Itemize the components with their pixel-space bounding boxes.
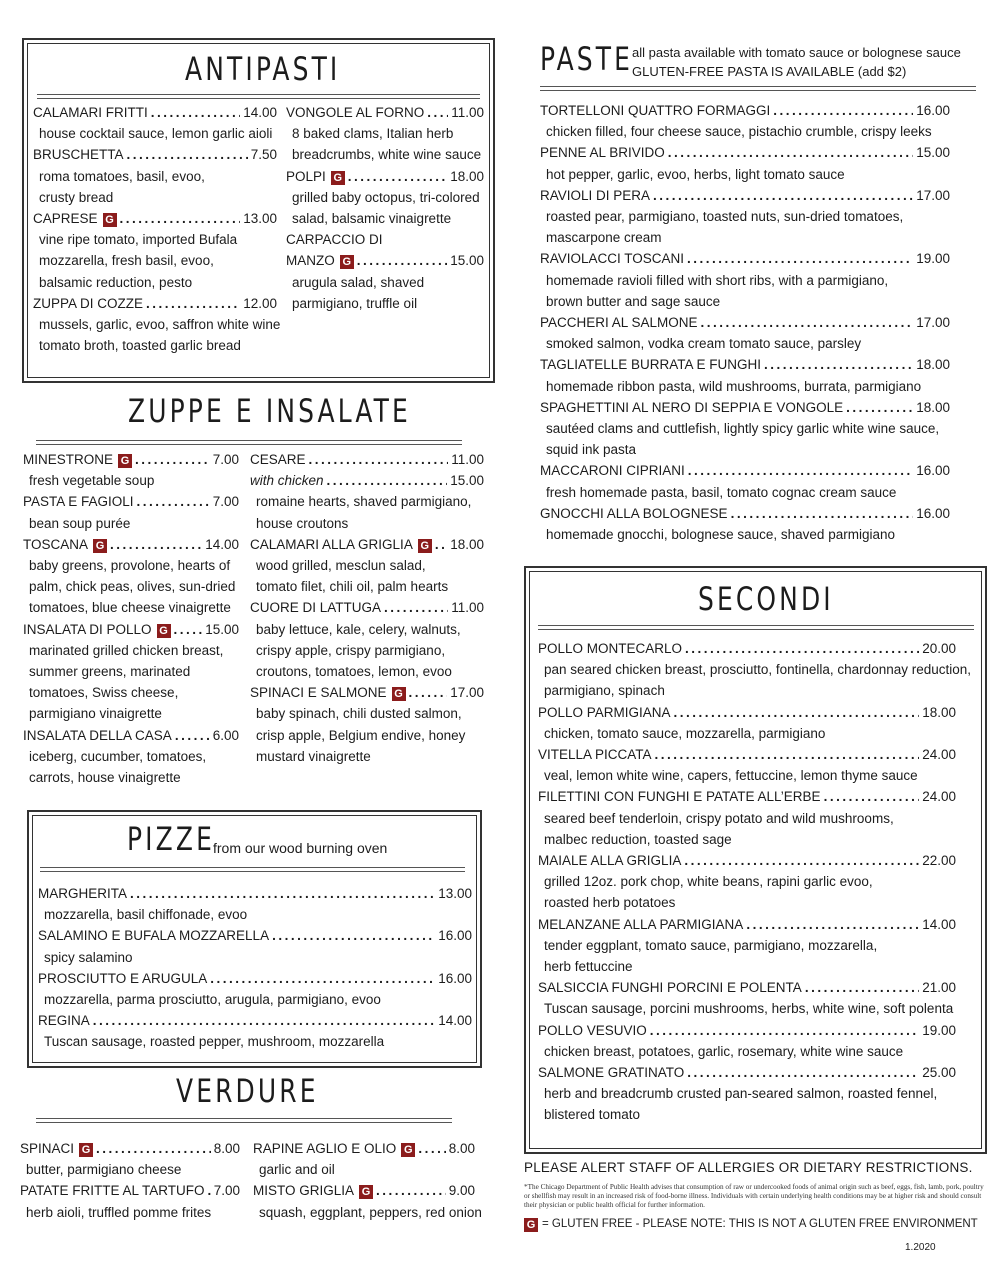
pizze-subtitle: from our wood burning oven (213, 840, 388, 856)
menu-item-name: SALMONE GRATINATO (538, 1064, 685, 1080)
menu-item-description: hot pepper, garlic, evoo, herbs, light tomato sauce (546, 166, 845, 182)
menu-item (23, 619, 239, 640)
menu-item-name: RAVIOLI DI PERA (540, 187, 651, 203)
menu-item (286, 166, 484, 187)
menu-item (23, 725, 239, 746)
gluten-free-legend (524, 1218, 978, 1232)
menu-item-price: 18.00 (450, 168, 484, 184)
menu-item-price: 15.00 (916, 145, 950, 161)
menu-item-description: chicken filled, four cheese sauce, pistachio crumble, crispy leeks (546, 124, 932, 140)
menu-item-price: 18.00 (922, 704, 956, 720)
menu-item-name: CALAMARI ALLA GRIGLIA (250, 536, 413, 552)
menu-item-description: Tuscan sausage, porcini mushrooms, herbs, white wine, soft polenta (544, 1001, 954, 1017)
dot-leader (376, 1180, 446, 1201)
menu-item-description: veal, lemon white wine, capers, fettuccine, lemon thyme sauce (544, 768, 918, 784)
menu-item-description: sautéed clams and cuttlefish, lightly spicy garlic white wine sauce, (546, 420, 940, 436)
menu-item-name: INSALATA DI POLLO (23, 621, 152, 637)
dot-leader (135, 449, 210, 470)
gluten-free-icon: G (340, 255, 354, 269)
menu-item-description: mozzarella, fresh basil, evoo, (39, 253, 214, 269)
menu-item-description: smoked salmon, vodka cream tomato sauce, parsley (546, 336, 862, 352)
menu-item-description: iceberg, cucumber, tomatoes, (29, 748, 207, 764)
menu-item-name: MARGHERITA (38, 886, 128, 901)
menu-item-name: GNOCCHI ALLA BOLOGNESE (540, 505, 728, 521)
menu-item-description: 8 baked clams, Italian herb (292, 126, 454, 142)
menu-item-description: wood grilled, mesclun salad, (256, 557, 426, 573)
menu-item-price: 16.00 (916, 103, 950, 118)
menu-item-name: SALAMINO E BUFALA MOZZARELLA (38, 928, 270, 944)
menu-date: 1.2020 (905, 1242, 936, 1253)
menu-item-description: grilled baby octopus, tri-colored (292, 189, 480, 205)
menu-item-name: ZUPPA DI COZZE (33, 295, 144, 311)
secondi-rule (538, 625, 974, 630)
dot-leader (805, 977, 919, 998)
menu-item-name: PENNE AL BRIVIDO (540, 145, 665, 161)
menu-item-name: MELANZANE ALLA PARMIGIANA (538, 916, 744, 932)
menu-item-description: squash, eggplant, peppers, red onion (259, 1204, 482, 1220)
menu-item (538, 850, 956, 871)
menu-item-description: baby spinach, chili dusted salmon, (256, 706, 462, 722)
menu-item (253, 1138, 475, 1159)
menu-item-description: parmigiano, spinach (544, 683, 665, 699)
menu-item-name: PATATE FRITTE AL TARTUFO (20, 1183, 205, 1199)
dot-leader (824, 786, 920, 807)
menu-item-name: SPINACI E SALMONE (250, 685, 387, 701)
dot-leader (137, 491, 210, 512)
menu-item-name: PACCHERI AL SALMONE (540, 314, 698, 330)
menu-item-price: 22.00 (922, 852, 956, 868)
menu-item-name: REGINA (38, 1013, 90, 1029)
menu-item-description: roma tomatoes, basil, evoo, (39, 168, 205, 184)
menu-item-description: salad, balsamic vinaigrette (292, 210, 452, 226)
menu-item-price: 17.00 (916, 187, 950, 203)
menu-item-description: seared beef tenderloin, crispy potato and wild mushrooms, (544, 810, 894, 826)
antipasti-right-column (286, 102, 484, 314)
paste-subtitle-sauce: all pasta available with tomato sauce or bolognese sauce (632, 45, 961, 60)
menu-item-description: carrots, house vinaigrette (29, 769, 181, 785)
menu-item-description: marinated grilled chicken breast, (29, 642, 224, 658)
gluten-free-badge-icon: G (524, 1218, 538, 1232)
menu-item-price: 14.00 (922, 916, 956, 932)
dot-leader (687, 248, 913, 269)
menu-item (250, 597, 484, 618)
menu-item-description: mozzarella, basil chiffonade, evoo (44, 907, 248, 923)
antipasti-left-column (33, 102, 281, 356)
menu-item-description: chicken, tomato sauce, mozzarella, parmigiano (544, 725, 826, 741)
dot-leader (684, 850, 919, 871)
gluten-free-legend-text: = GLUTEN FREE - PLEASE NOTE: THIS IS NOT A GLUTEN FREE ENVIRONMENT (542, 1218, 978, 1230)
dot-leader (327, 470, 448, 491)
dot-leader (175, 725, 210, 746)
menu-item-price: 18.00 (450, 536, 484, 552)
menu-item-price: 25.00 (922, 1064, 956, 1080)
menu-item-price: 18.00 (916, 399, 950, 415)
menu-item-description: house cocktail sauce, lemon garlic aioli (39, 126, 273, 142)
menu-item-description: mussels, garlic, evoo, saffron white wine (39, 316, 281, 332)
dot-leader (773, 100, 913, 121)
menu-item (540, 100, 950, 121)
menu-item-description: summer greens, marinated (29, 663, 191, 679)
menu-item-description: Tuscan sausage, roasted pepper, mushroom, mozzarella (44, 1034, 385, 1050)
menu-item-description: grilled 12oz. pork chop, white beans, rapini garlic evoo, (544, 874, 873, 890)
gluten-free-icon: G (79, 1143, 93, 1157)
menu-item-name: MACCARONI CIPRIANI (540, 463, 685, 479)
gluten-free-icon: G (157, 624, 171, 638)
menu-item-description: fresh vegetable soup (29, 473, 155, 489)
menu-item-description: butter, parmigiano cheese (26, 1162, 182, 1178)
menu-item-description: homemade ravioli filled with short ribs, with a parmigiano, (546, 272, 889, 288)
dot-leader (127, 144, 248, 165)
dot-leader (110, 534, 202, 555)
menu-item-description: blistered tomato (544, 1107, 641, 1123)
menu-item-name: FILETTINI CON FUNGHI E PATATE ALL’ERBE (538, 789, 821, 805)
dot-leader (309, 449, 449, 470)
menu-item-description: parmigiano, truffle oil (292, 295, 418, 311)
menu-item (538, 914, 956, 935)
menu-item-price: 16.00 (438, 928, 472, 944)
dot-leader (688, 460, 913, 481)
menu-item-price: 12.00 (243, 295, 277, 311)
dot-leader (146, 293, 240, 314)
menu-item-price: 9.00 (448, 1183, 475, 1199)
menu-item (540, 460, 950, 481)
menu-item-name: MISTO GRIGLIA (253, 1183, 355, 1199)
menu-item-name: POLLO MONTECARLO (538, 641, 683, 656)
gluten-free-icon: G (418, 539, 432, 553)
menu-item (538, 638, 956, 659)
menu-item-name: VONGOLE AL FORNO (286, 105, 425, 120)
menu-item-price: 17.00 (916, 314, 950, 330)
menu-item (540, 312, 950, 333)
menu-item-description: tomatoes, blue cheese vinaigrette (29, 600, 231, 616)
menu-item (540, 248, 950, 269)
dot-leader (674, 702, 920, 723)
menu-item-name: TAGLIATELLE BURRATA E FUNGHI (540, 357, 762, 373)
dot-leader (701, 312, 914, 333)
menu-item (23, 534, 239, 555)
menu-item-price: 14.00 (243, 105, 277, 120)
menu-item-description: croutons, tomatoes, lemon, evoo (256, 663, 452, 679)
menu-item-price: 18.00 (916, 357, 950, 373)
dot-leader (120, 208, 241, 229)
menu-item (540, 142, 950, 163)
menu-item-price: 14.00 (438, 1013, 472, 1029)
pizze-rule (40, 867, 465, 872)
menu-item-description: tender eggplant, tomato sauce, parmigiano, mozzarella, (544, 937, 878, 953)
menu-item-description: arugula salad, shaved (292, 274, 425, 290)
menu-item-name: POLLO PARMIGIANA (538, 704, 671, 720)
menu-item-price: 7.00 (213, 1183, 240, 1199)
menu-item-description: romaine hearts, shaved parmigiano, (256, 494, 472, 510)
antipasti-title: ANTIPASTI (185, 50, 341, 88)
menu-item-price: 15.00 (205, 621, 239, 637)
menu-item (250, 534, 484, 555)
menu-item-name: SALSICCIA FUNGHI PORCINI E POLENTA (538, 980, 802, 996)
dot-leader (151, 102, 240, 123)
menu-item-price: 14.00 (205, 536, 239, 552)
menu-item-price: 16.00 (438, 970, 472, 986)
menu-item-name: RAPINE AGLIO E OLIO (253, 1141, 397, 1156)
verdure-left-column (20, 1138, 240, 1223)
verdure-title: VERDURE (176, 1072, 319, 1110)
menu-item (38, 925, 472, 946)
menu-item-price: 20.00 (922, 641, 956, 656)
menu-item-price: 13.00 (438, 886, 472, 901)
dot-leader (764, 354, 913, 375)
menu-item-description: vine ripe tomato, imported Bufala (39, 232, 238, 248)
gluten-free-icon: G (93, 539, 107, 553)
dot-leader (210, 968, 435, 989)
menu-item-description: fresh homemade pasta, basil, tomato cognac cream sauce (546, 484, 897, 500)
menu-item-description: roasted pear, parmigiano, toasted nuts, sun-dried tomatoes, (546, 208, 904, 224)
menu-item (33, 293, 277, 314)
menu-item-description: mozzarella, parma prosciutto, arugula, parmigiano, evoo (44, 991, 381, 1007)
menu-item-description: tomatoes, Swiss cheese, (29, 685, 179, 701)
menu-item-price: 16.00 (916, 463, 950, 479)
menu-item-description: baby lettuce, kale, celery, walnuts, (256, 621, 461, 637)
dot-leader (93, 1010, 435, 1031)
menu-item-name: with chicken (250, 473, 324, 489)
menu-item-price: 15.00 (450, 473, 484, 489)
menu-item-description: mascarpone cream (546, 230, 662, 246)
menu-item-description: garlic and oil (259, 1162, 335, 1178)
dot-leader (427, 102, 448, 123)
secondi-list (538, 638, 972, 1126)
menu-item-name: INSALATA DELLA CASA (23, 727, 172, 743)
allergy-alert: PLEASE ALERT STAFF OF ALLERGIES OR DIETARY RESTRICTIONS. (524, 1160, 973, 1175)
menu-item-name: TOSCANA (23, 536, 89, 552)
menu-item-name: CARPACCIO DI (286, 232, 383, 248)
menu-item (20, 1180, 240, 1201)
dot-leader (357, 250, 447, 271)
menu-item (540, 397, 950, 418)
menu-item-description: breadcrumbs, white wine sauce (292, 147, 482, 163)
menu-item-name: MAIALE ALLA GRIGLIA (538, 852, 682, 868)
menu-item-description: crispy apple, crispy parmigiano, (256, 642, 446, 658)
menu-item-price: 8.00 (448, 1141, 475, 1156)
dot-leader (653, 185, 913, 206)
menu-item-price: 24.00 (922, 789, 956, 805)
menu-item-price: 24.00 (922, 746, 956, 762)
secondi-title: SECONDI (698, 580, 834, 618)
menu-item-name: POLLO VESUVIO (538, 1022, 647, 1038)
menu-item (538, 786, 956, 807)
menu-item-description: roasted herb potatoes (544, 895, 676, 911)
dot-leader (846, 397, 913, 418)
menu-item (538, 702, 956, 723)
dot-leader (668, 142, 913, 163)
antipasti-rule (37, 94, 480, 99)
dot-leader (687, 1062, 919, 1083)
menu-item-description: brown butter and sage sauce (546, 293, 721, 309)
menu-item (23, 449, 239, 470)
menu-item-description: bean soup purée (29, 515, 131, 531)
menu-item (540, 354, 950, 375)
menu-item-price: 8.00 (213, 1141, 240, 1156)
health-advisory-note: *The Chicago Department of Public Health advises that consumption of raw or undercooked foods of animal origin such as beef, eggs, fish, lamb, pork, poultry or shellfish may result in an increased risk of food-borne illness. Individuals with certain underlying health conditions may be at higher risk and should consult their physician or public health official for further information. (524, 1183, 984, 1209)
menu-item (33, 144, 277, 165)
menu-item-description: tomato broth, toasted garlic bread (39, 338, 241, 354)
menu-item-price: 19.00 (916, 251, 950, 267)
zuppe-rule (36, 440, 462, 445)
dot-leader (409, 682, 448, 703)
menu-item-price: 16.00 (916, 505, 950, 521)
menu-item-price: 11.00 (451, 452, 484, 467)
menu-item-price: 21.00 (922, 980, 956, 996)
menu-item-description: herb and breadcrumb crusted pan-seared salmon, roasted fennel, (544, 1086, 938, 1102)
menu-item-name: PASTA E FAGIOLI (23, 494, 134, 510)
menu-item-price: 15.00 (450, 253, 484, 269)
pizze-title: PIZZE (127, 820, 215, 858)
menu-item-description: parmigiano vinaigrette (29, 706, 162, 722)
gluten-free-icon: G (359, 1185, 373, 1199)
menu-item (286, 229, 484, 250)
menu-item-price: 6.00 (212, 727, 239, 743)
menu-item-name: RAVIOLACCI TOSCANI (540, 251, 685, 267)
dot-leader (348, 166, 447, 187)
menu-item-name: PROSCIUTTO E ARUGULA (38, 970, 208, 986)
menu-item-name: MANZO (286, 253, 335, 269)
menu-item-description: tomato filet, chili oil, palm hearts (256, 579, 449, 595)
menu-item-description: herb aioli, truffled pomme frites (26, 1204, 212, 1220)
menu-item-price: 11.00 (451, 600, 484, 616)
menu-item-name: VITELLA PICCATA (538, 746, 652, 762)
menu-item (286, 102, 484, 123)
menu-item-name: BRUSCHETTA (33, 147, 124, 163)
menu-item-name: CALAMARI FRITTI (33, 105, 148, 120)
zuppe-right-column (250, 449, 484, 767)
pizze-list (38, 883, 472, 1053)
paste-title: PASTE (540, 40, 633, 78)
menu-item-name: POLPI (286, 168, 326, 184)
menu-item-price: 17.00 (450, 685, 484, 701)
menu-item-description: crisp apple, Belgium endive, honey (256, 727, 466, 743)
menu-item-name: CESARE (250, 452, 306, 467)
paste-subtitle-gluten-free: GLUTEN-FREE PASTA IS AVAILABLE (add $2) (632, 64, 907, 79)
dot-leader (731, 503, 914, 524)
verdure-right-column (253, 1138, 482, 1223)
menu-item-description: homemade gnocchi, bolognese sauce, shaved parmigiano (546, 526, 895, 542)
dot-leader (746, 914, 919, 935)
gluten-free-icon: G (331, 171, 345, 185)
menu-item-description: crusty bread (39, 189, 114, 205)
menu-item-price: 13.00 (243, 210, 277, 226)
menu-item-name: CUORE DI LATTUGA (250, 600, 382, 616)
dot-leader (96, 1138, 211, 1159)
menu-item-description: balsamic reduction, pesto (39, 274, 193, 290)
menu-item (538, 1062, 956, 1083)
menu-item (23, 491, 239, 512)
verdure-rule (36, 1118, 452, 1123)
menu-item-description: pan seared chicken breast, prosciutto, fontinella, chardonnay reduction, (544, 662, 972, 678)
menu-item (250, 449, 484, 470)
menu-item-name: CAPRESE (33, 210, 98, 226)
menu-item-price: 7.00 (212, 452, 239, 467)
menu-item (38, 968, 472, 989)
gluten-free-icon: G (401, 1143, 415, 1157)
menu-item (538, 744, 956, 765)
menu-item (250, 470, 484, 491)
gluten-free-icon: G (103, 213, 117, 227)
menu-item-price: 7.50 (250, 147, 277, 163)
menu-item-description: herb fettuccine (544, 958, 633, 974)
menu-item (20, 1138, 240, 1159)
dot-leader (174, 619, 203, 640)
menu-item-price: 19.00 (922, 1022, 956, 1038)
dot-leader (685, 638, 919, 659)
menu-item-name: SPINACI (20, 1141, 75, 1156)
gluten-free-icon: G (118, 454, 132, 468)
dot-leader (650, 1020, 919, 1041)
menu-item-description: spicy salamino (44, 949, 133, 965)
gluten-free-icon: G (392, 687, 406, 701)
menu-item (286, 250, 484, 271)
dot-leader (435, 534, 447, 555)
menu-item-description: homemade ribbon pasta, wild mushrooms, burrata, parmigiano (546, 378, 922, 394)
menu-item-description: house croutons (256, 515, 349, 531)
menu-item (38, 883, 472, 904)
menu-item (540, 185, 950, 206)
menu-item (38, 1010, 472, 1031)
menu-item (538, 1020, 956, 1041)
menu-item-description: baby greens, provolone, hearts of (29, 557, 231, 573)
menu-item-price: 11.00 (451, 105, 484, 120)
menu-item-name: TORTELLONI QUATTRO FORMAGGI (540, 103, 771, 118)
menu-item-name: MINESTRONE (23, 452, 114, 467)
menu-item (33, 102, 277, 123)
menu-item (253, 1180, 475, 1201)
dot-leader (272, 925, 435, 946)
paste-list (540, 100, 950, 545)
menu-item (538, 977, 956, 998)
dot-leader (208, 1180, 211, 1201)
menu-item (33, 208, 277, 229)
menu-item-description: chicken breast, potatoes, garlic, rosemary, white wine sauce (544, 1043, 904, 1059)
dot-leader (655, 744, 920, 765)
menu-item-price: 7.00 (212, 494, 239, 510)
zuppe-left-column (23, 449, 239, 788)
menu-item (540, 503, 950, 524)
paste-rule (540, 86, 976, 91)
dot-leader (418, 1138, 445, 1159)
menu-item-description: malbec reduction, toasted sage (544, 831, 732, 847)
menu-item-description: palm, chick peas, olives, sun-dried (29, 579, 236, 595)
menu-item-description: squid ink pasta (546, 442, 637, 458)
dot-leader (130, 883, 435, 904)
menu-item (250, 682, 484, 703)
menu-item-description: mustard vinaigrette (256, 748, 371, 764)
zuppe-title: ZUPPE E INSALATE (128, 392, 411, 430)
dot-leader (384, 597, 448, 618)
menu-item-name: SPAGHETTINI AL NERO DI SEPPIA E VONGOLE (540, 399, 844, 415)
